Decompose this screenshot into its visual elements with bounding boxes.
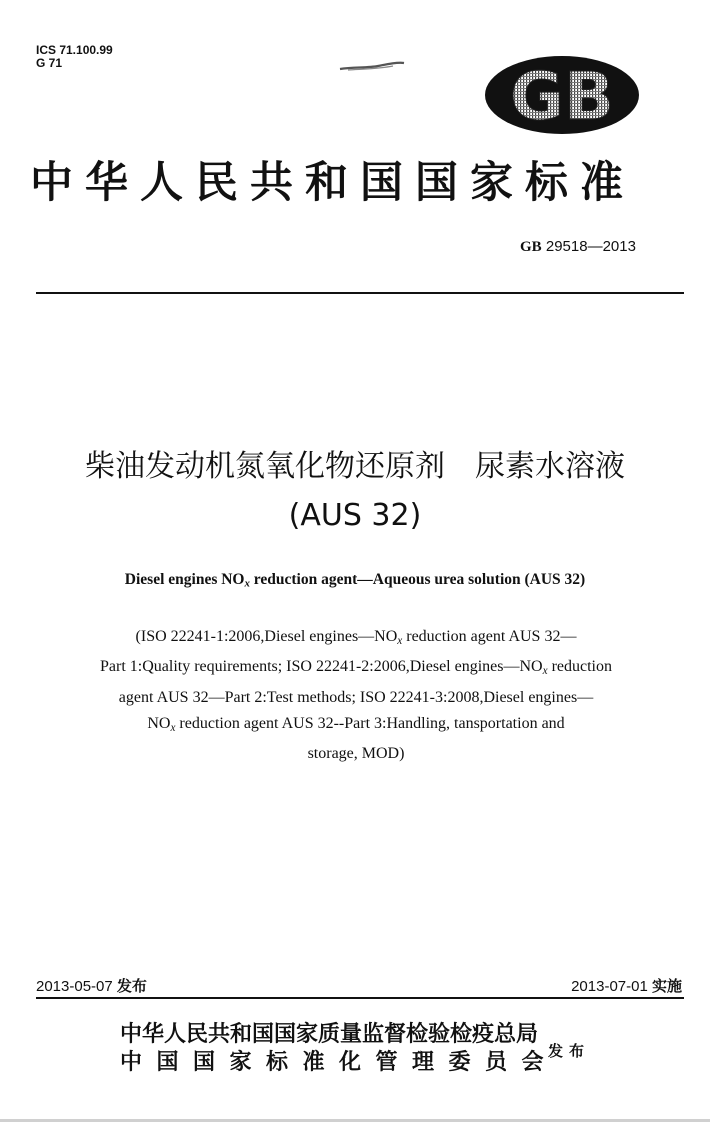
issuer-role-label: 发布 (548, 1042, 591, 1060)
ics-code: ICS 71.100.99 (36, 43, 113, 57)
iso-line-1: (ISO 22241-1:2006,Diesel $engines—NO_x$ reduction agent AUS 32— (135, 628, 577, 647)
iso-line-3: agent AUS 32—Part 2:Test methods; ISO 22241-3:2008,Diesel engines— (118, 688, 594, 706)
standard-type-title: 中华人民共和国国家标准 (30, 158, 635, 208)
standard-code-prefix: GB (520, 239, 542, 255)
ccs-code: G 71 (36, 56, 63, 70)
gb-logo-icon (484, 55, 640, 135)
iso-line-2: Part 1:Quality requirements; ISO 22241-2:2006,Diesel $engines—NO_x$ reduction (100, 658, 612, 678)
iso-line-5: storage, MOD) (307, 745, 405, 763)
chinese-title: 柴油发动机氮氧化物还原剂 尿素水溶液 (85, 449, 625, 484)
bottom-divider (36, 997, 684, 999)
chinese-subtitle: (AUS 32) (288, 498, 422, 533)
classification-codes (36, 44, 113, 70)
top-divider (36, 292, 684, 294)
issue-date: 2013-05-07 发布 (36, 977, 147, 995)
english-title: Diesel engines $NO_x$ reduction agent—Aqueous urea solution (AUS 32) (124, 571, 586, 590)
issuer-aqsiq: 中华人民共和国国家质量监督检验检疫总局 (120, 1021, 539, 1047)
svg-text:GB: GB (509, 58, 615, 135)
standard-code-number: 29518—2013 (545, 238, 636, 255)
iso-reference (40, 624, 672, 768)
scan-smudge (338, 60, 406, 72)
iso-line-4: $NO_x$ reduction agent AUS 32--Part 3:Handling, tansportation and (147, 715, 565, 734)
issuer-sac: 中国国家标准化管理委员会 (120, 1049, 559, 1075)
standard-code (520, 238, 636, 256)
implementation-date: 2013-07-01 实施 (571, 977, 682, 995)
